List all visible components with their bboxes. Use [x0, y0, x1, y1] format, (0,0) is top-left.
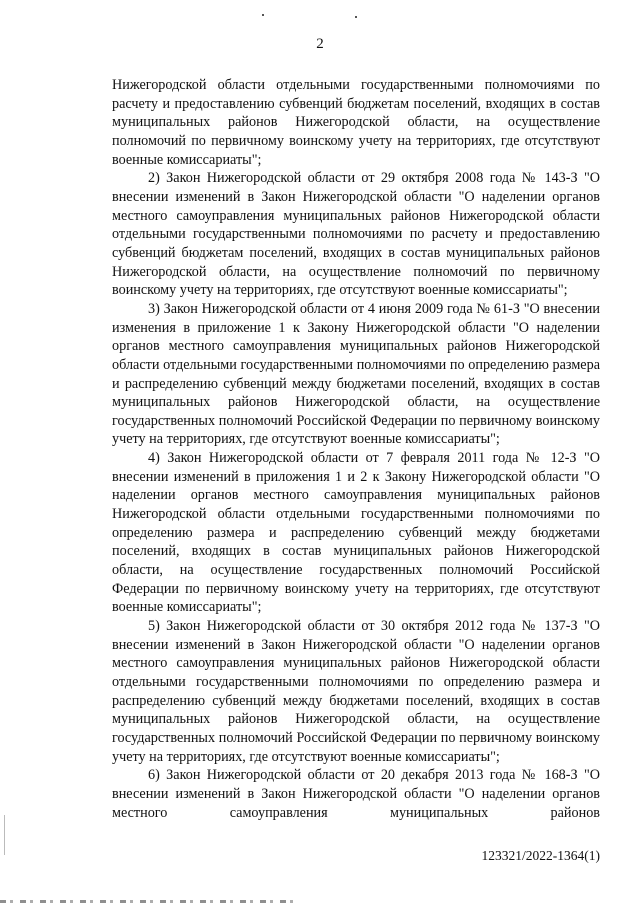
- paragraph-law-4: 4) Закон Нижегородской области от 7 февраля 2011 года № 12-З "О внесении изменений в приложения 1 и 2 к Закону Нижегородской области "О наделении органов местного самоуправления муниципальных районов Нижегородской области отдельными государственными полномочиями по определению размера и распределению субвенций между бюджетами поселений, входящих в состав муниципальных районов Нижегородской области, на осуществление государственных полномочий Российской Федерации по первичному воинскому учету на территориях, где отсутствуют военные комиссариаты";: [112, 450, 600, 616]
- paragraph-law-2: 2) Закон Нижегородской области от 29 октября 2008 года № 143-З "О внесении изменений в Закон Нижегородской области "О наделении органов местного самоуправления муниципальных районов Нижегородской области отдельными государственными полномочиями по расчету и предоставлению субвенций бюджетам поселений, входящих в состав муниципальных районов Нижегородской области, на осуществление полномочий по первичному воинскому учету на территориях, где отсутствуют военные комиссариаты";: [112, 170, 600, 299]
- paragraph-continuation: Нижегородской области отдельными государственными полномочиями по расчету и предоставлению субвенций бюджетам поселений, входящих в состав муниципальных районов Нижегородской области, на осуществление полномочий по первичному воинскому учету на территориях, где отсутствуют военные комиссариаты";: [112, 77, 600, 168]
- scan-edge-mark: [4, 815, 5, 855]
- paragraph-law-5: 5) Закон Нижегородской области от 30 октября 2012 года № 137-З "О внесении изменений в Закон Нижегородской области "О наделении органов местного самоуправления муниципальных районов Нижегородской области отдельными государственными полномочиями по определению размера и распределению субвенций между бюджетами поселений, входящих в состав муниципальных районов Нижегородской области, на осуществление государственных полномочий Российской Федерации по первичному воинскому учету на территориях, где отсутствуют военные комиссариаты";: [112, 618, 600, 765]
- page-number: 2: [316, 36, 324, 52]
- scan-dot: [262, 14, 264, 16]
- paragraph-law-3: 3) Закон Нижегородской области от 4 июня 2009 года № 61-З "О внесении изменения в приложение 1 к Закону Нижегородской области "О наделении органов местного самоуправления муниципальных районов Нижегородской области отдельными государственными полномочиями по определению размера и распределению субвенций между бюджетами поселений, входящих в состав муниципальных районов Нижегородской области, на осуществление государственных полномочий Российской Федерации по первичному воинскому учету на территориях, где отсутствуют военные комиссариаты";: [112, 300, 600, 448]
- document-id: 123321/2022-1364(1): [481, 848, 600, 863]
- document-body: [112, 76, 600, 822]
- paragraph-law-6: 6) Закон Нижегородской области от 20 декабря 2013 года № 168-З "О внесении изменений в Закон Нижегородской области "О наделении органов местного самоуправления муниципальных районов: [112, 767, 600, 821]
- scan-bottom-noise: [0, 900, 300, 903]
- scan-dot: [355, 16, 357, 18]
